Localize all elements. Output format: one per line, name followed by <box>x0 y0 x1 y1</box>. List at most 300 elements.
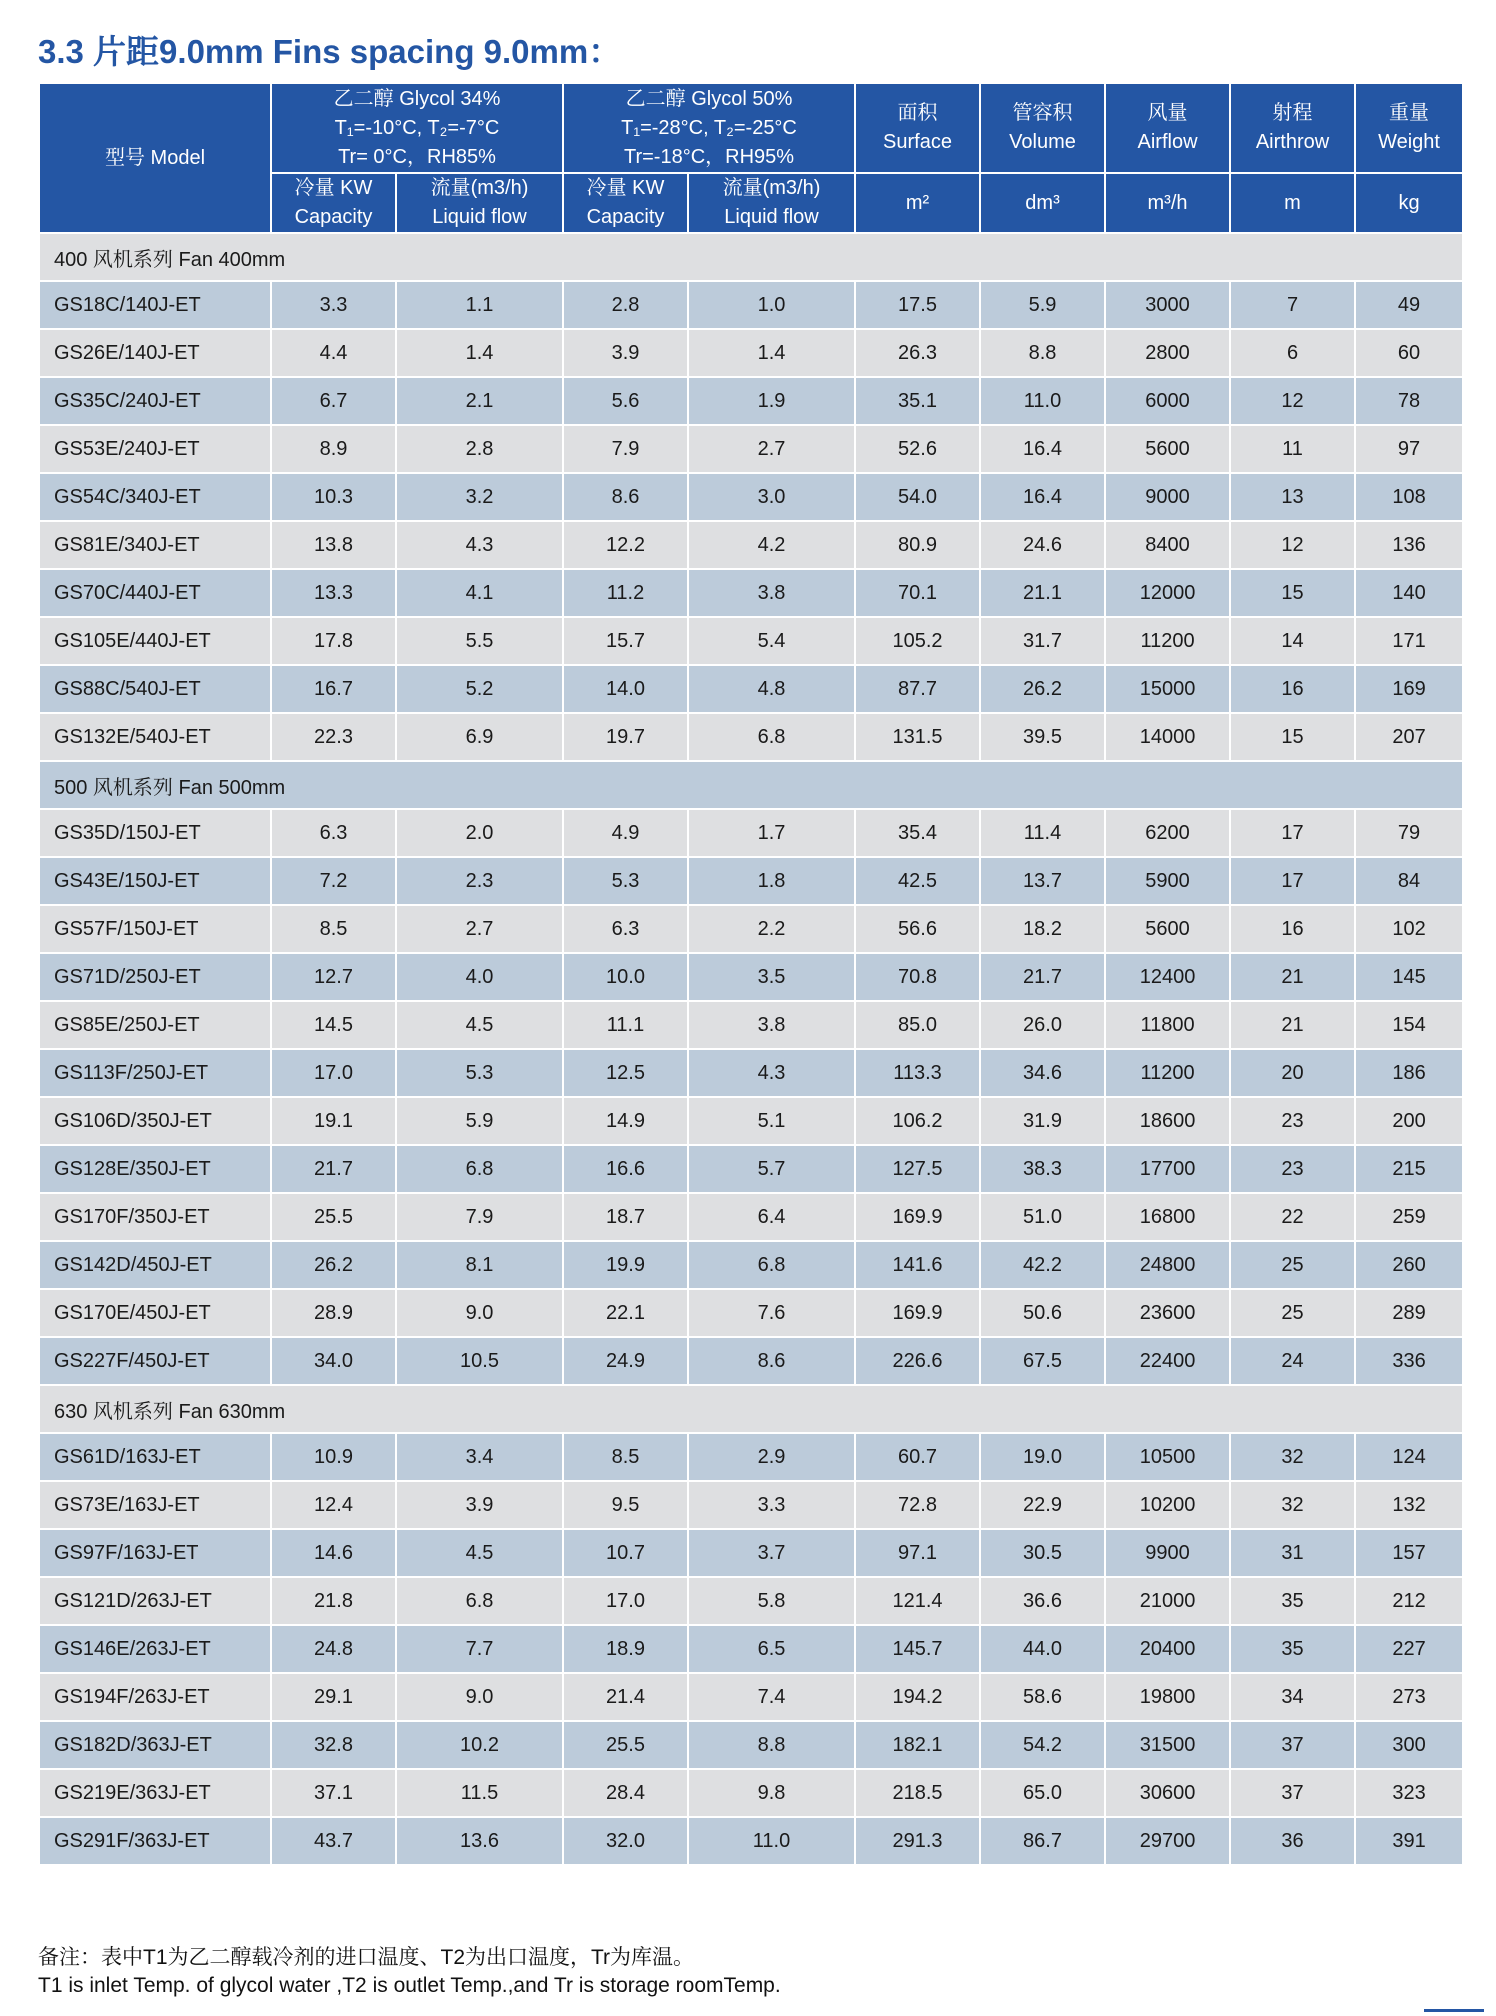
value-cell: 5.5 <box>396 617 563 665</box>
value-cell: 140 <box>1355 569 1463 617</box>
value-cell: 300 <box>1355 1721 1463 1769</box>
value-cell: 5.1 <box>688 1097 855 1145</box>
value-cell: 260 <box>1355 1241 1463 1289</box>
value-cell: 6.8 <box>396 1145 563 1193</box>
value-cell: 12 <box>1230 521 1355 569</box>
model-cell: GS106D/350J-ET <box>39 1097 271 1145</box>
footnote-cn: 备注：表中T1为乙二醇载冷剂的进口温度、T2为出口温度，Tr为库温。 <box>38 1946 695 1969</box>
model-cell: GS105E/440J-ET <box>39 617 271 665</box>
table-row <box>39 1721 1463 1769</box>
value-cell: 84 <box>1355 857 1463 905</box>
table-row <box>39 665 1463 713</box>
model-cell: GS43E/150J-ET <box>39 857 271 905</box>
model-cell: GS18C/140J-ET <box>39 281 271 329</box>
value-cell: 12400 <box>1105 953 1230 1001</box>
section-row <box>39 761 1463 809</box>
value-cell: 21 <box>1230 1001 1355 1049</box>
table-row <box>39 281 1463 329</box>
value-cell: 3.3 <box>271 281 396 329</box>
value-cell: 6.3 <box>563 905 688 953</box>
value-cell: 21000 <box>1105 1577 1230 1625</box>
value-cell: 17.5 <box>855 281 980 329</box>
value-cell: 323 <box>1355 1769 1463 1817</box>
value-cell: 36 <box>1230 1817 1355 1865</box>
value-cell: 13.7 <box>980 857 1105 905</box>
value-cell: 13 <box>1230 473 1355 521</box>
table-row <box>39 1529 1463 1577</box>
value-cell: 58.6 <box>980 1673 1105 1721</box>
value-cell: 10500 <box>1105 1433 1230 1481</box>
value-cell: 14.0 <box>563 665 688 713</box>
value-cell: 15000 <box>1105 665 1230 713</box>
value-cell: 6.9 <box>396 713 563 761</box>
header-weight <box>1355 83 1463 173</box>
airthrow-en: Airthrow <box>1255 131 1330 153</box>
value-cell: 3.4 <box>396 1433 563 1481</box>
model-cell: GS57F/150J-ET <box>39 905 271 953</box>
value-cell: 13.8 <box>271 521 396 569</box>
value-cell: 21.7 <box>980 953 1105 1001</box>
value-cell: 32 <box>1230 1481 1355 1529</box>
spec-table-container <box>38 82 1462 1866</box>
airthrow-cn: 射程 <box>1272 102 1313 124</box>
model-cell: GS182D/363J-ET <box>39 1721 271 1769</box>
glycol34-temps: T₁=-10°C, T₂=-7°C <box>334 116 500 139</box>
spec-table <box>38 82 1464 1866</box>
value-cell: 4.5 <box>396 1529 563 1577</box>
header-liquid-34 <box>396 173 563 233</box>
value-cell: 106.2 <box>855 1097 980 1145</box>
weight-en: Weight <box>1378 131 1440 153</box>
capacity-en: Capacity <box>586 206 665 228</box>
value-cell: 105.2 <box>855 617 980 665</box>
value-cell: 171 <box>1355 617 1463 665</box>
model-cell: GS142D/450J-ET <box>39 1241 271 1289</box>
model-cell: GS170E/450J-ET <box>39 1289 271 1337</box>
value-cell: 10.3 <box>271 473 396 521</box>
value-cell: 22400 <box>1105 1337 1230 1385</box>
value-cell: 52.6 <box>855 425 980 473</box>
value-cell: 32 <box>1230 1433 1355 1481</box>
value-cell: 32.0 <box>563 1817 688 1865</box>
table-row <box>39 377 1463 425</box>
value-cell: 2.0 <box>396 809 563 857</box>
value-cell: 32.8 <box>271 1721 396 1769</box>
table-row <box>39 473 1463 521</box>
footnote <box>38 1944 781 2000</box>
header-liquid-50 <box>688 173 855 233</box>
value-cell: 31.9 <box>980 1097 1105 1145</box>
value-cell: 3.5 <box>688 953 855 1001</box>
value-cell: 2.3 <box>396 857 563 905</box>
value-cell: 60.7 <box>855 1433 980 1481</box>
value-cell: 8.5 <box>271 905 396 953</box>
value-cell: 21.7 <box>271 1145 396 1193</box>
value-cell: 65.0 <box>980 1769 1105 1817</box>
weight-cn: 重量 <box>1389 102 1430 124</box>
value-cell: 10200 <box>1105 1481 1230 1529</box>
value-cell: 19.1 <box>271 1097 396 1145</box>
value-cell: 16.4 <box>980 473 1105 521</box>
model-cell: GS146E/263J-ET <box>39 1625 271 1673</box>
value-cell: 145 <box>1355 953 1463 1001</box>
value-cell: 29700 <box>1105 1817 1230 1865</box>
value-cell: 34.6 <box>980 1049 1105 1097</box>
table-row <box>39 1097 1463 1145</box>
value-cell: 9.0 <box>396 1289 563 1337</box>
value-cell: 24.9 <box>563 1337 688 1385</box>
value-cell: 207 <box>1355 713 1463 761</box>
value-cell: 7.4 <box>688 1673 855 1721</box>
model-cell: GS291F/363J-ET <box>39 1817 271 1865</box>
value-cell: 11.4 <box>980 809 1105 857</box>
value-cell: 259 <box>1355 1193 1463 1241</box>
value-cell: 12.2 <box>563 521 688 569</box>
value-cell: 7.9 <box>396 1193 563 1241</box>
value-cell: 43.7 <box>271 1817 396 1865</box>
value-cell: 102 <box>1355 905 1463 953</box>
value-cell: 11800 <box>1105 1001 1230 1049</box>
value-cell: 4.0 <box>396 953 563 1001</box>
value-cell: 169.9 <box>855 1289 980 1337</box>
value-cell: 10.2 <box>396 1721 563 1769</box>
value-cell: 78 <box>1355 377 1463 425</box>
value-cell: 4.3 <box>396 521 563 569</box>
section-row <box>39 1385 1463 1433</box>
value-cell: 108 <box>1355 473 1463 521</box>
value-cell: 42.2 <box>980 1241 1105 1289</box>
value-cell: 9.0 <box>396 1673 563 1721</box>
table-row <box>39 1481 1463 1529</box>
value-cell: 218.5 <box>855 1769 980 1817</box>
value-cell: 24.6 <box>980 521 1105 569</box>
value-cell: 19800 <box>1105 1673 1230 1721</box>
table-row <box>39 1769 1463 1817</box>
section-label: 630 风机系列 Fan 630mm <box>39 1385 1463 1433</box>
value-cell: 6 <box>1230 329 1355 377</box>
value-cell: 215 <box>1355 1145 1463 1193</box>
value-cell: 21.4 <box>563 1673 688 1721</box>
value-cell: 34 <box>1230 1673 1355 1721</box>
value-cell: 11200 <box>1105 617 1230 665</box>
value-cell: 4.2 <box>688 521 855 569</box>
value-cell: 21.1 <box>980 569 1105 617</box>
value-cell: 3.3 <box>688 1481 855 1529</box>
value-cell: 72.8 <box>855 1481 980 1529</box>
value-cell: 12.5 <box>563 1049 688 1097</box>
value-cell: 1.9 <box>688 377 855 425</box>
value-cell: 4.4 <box>271 329 396 377</box>
table-row <box>39 1433 1463 1481</box>
value-cell: 186 <box>1355 1049 1463 1097</box>
value-cell: 25 <box>1230 1289 1355 1337</box>
value-cell: 16.7 <box>271 665 396 713</box>
value-cell: 67.5 <box>980 1337 1105 1385</box>
value-cell: 9.5 <box>563 1481 688 1529</box>
header-capacity-34 <box>271 173 396 233</box>
volume-en: Volume <box>1009 131 1076 153</box>
value-cell: 145.7 <box>855 1625 980 1673</box>
model-cell: GS121D/263J-ET <box>39 1577 271 1625</box>
unit-weight: kg <box>1355 173 1463 233</box>
surface-cn: 面积 <box>897 102 938 124</box>
value-cell: 6.4 <box>688 1193 855 1241</box>
value-cell: 6.8 <box>688 713 855 761</box>
liquid-en: Liquid flow <box>724 206 819 228</box>
value-cell: 17700 <box>1105 1145 1230 1193</box>
value-cell: 14000 <box>1105 713 1230 761</box>
header-volume <box>980 83 1105 173</box>
value-cell: 20 <box>1230 1049 1355 1097</box>
value-cell: 20400 <box>1105 1625 1230 1673</box>
surface-en: Surface <box>883 131 952 153</box>
value-cell: 28.9 <box>271 1289 396 1337</box>
header-glycol-34 <box>271 83 563 173</box>
value-cell: 12.4 <box>271 1481 396 1529</box>
value-cell: 1.1 <box>396 281 563 329</box>
value-cell: 13.3 <box>271 569 396 617</box>
value-cell: 6000 <box>1105 377 1230 425</box>
section-label: 400 风机系列 Fan 400mm <box>39 233 1463 281</box>
value-cell: 11.5 <box>396 1769 563 1817</box>
value-cell: 19.7 <box>563 713 688 761</box>
unit-volume: dm³ <box>980 173 1105 233</box>
value-cell: 7.7 <box>396 1625 563 1673</box>
value-cell: 28.4 <box>563 1769 688 1817</box>
value-cell: 8.5 <box>563 1433 688 1481</box>
value-cell: 70.1 <box>855 569 980 617</box>
value-cell: 6.5 <box>688 1625 855 1673</box>
table-header <box>39 83 1463 233</box>
value-cell: 273 <box>1355 1673 1463 1721</box>
model-cell: GS85E/250J-ET <box>39 1001 271 1049</box>
value-cell: 3.9 <box>396 1481 563 1529</box>
value-cell: 18.2 <box>980 905 1105 953</box>
value-cell: 49 <box>1355 281 1463 329</box>
table-row <box>39 521 1463 569</box>
value-cell: 80.9 <box>855 521 980 569</box>
value-cell: 6.8 <box>396 1577 563 1625</box>
unit-airflow: m³/h <box>1105 173 1230 233</box>
value-cell: 23 <box>1230 1097 1355 1145</box>
value-cell: 37.1 <box>271 1769 396 1817</box>
value-cell: 35.4 <box>855 809 980 857</box>
glycol34-line1: 乙二醇 Glycol 34% <box>333 87 501 110</box>
section-label: 500 风机系列 Fan 500mm <box>39 761 1463 809</box>
value-cell: 5.2 <box>396 665 563 713</box>
value-cell: 1.4 <box>396 329 563 377</box>
value-cell: 16.4 <box>980 425 1105 473</box>
table-row <box>39 1337 1463 1385</box>
value-cell: 30600 <box>1105 1769 1230 1817</box>
value-cell: 8.6 <box>563 473 688 521</box>
value-cell: 141.6 <box>855 1241 980 1289</box>
model-cell: GS26E/140J-ET <box>39 329 271 377</box>
value-cell: 7.2 <box>271 857 396 905</box>
value-cell: 289 <box>1355 1289 1463 1337</box>
unit-airthrow: m <box>1230 173 1355 233</box>
value-cell: 26.3 <box>855 329 980 377</box>
value-cell: 8.1 <box>396 1241 563 1289</box>
value-cell: 124 <box>1355 1433 1463 1481</box>
model-cell: GS35C/240J-ET <box>39 377 271 425</box>
value-cell: 87.7 <box>855 665 980 713</box>
value-cell: 3.9 <box>563 329 688 377</box>
model-cell: GS128E/350J-ET <box>39 1145 271 1193</box>
value-cell: 17 <box>1230 857 1355 905</box>
value-cell: 85.0 <box>855 1001 980 1049</box>
value-cell: 11.1 <box>563 1001 688 1049</box>
liquid-cn: 流量(m3/h) <box>722 177 821 199</box>
value-cell: 2.7 <box>396 905 563 953</box>
value-cell: 19.9 <box>563 1241 688 1289</box>
value-cell: 132 <box>1355 1481 1463 1529</box>
value-cell: 5600 <box>1105 425 1230 473</box>
model-cell: GS97F/163J-ET <box>39 1529 271 1577</box>
value-cell: 60 <box>1355 329 1463 377</box>
value-cell: 15.7 <box>563 617 688 665</box>
value-cell: 1.4 <box>688 329 855 377</box>
value-cell: 14 <box>1230 617 1355 665</box>
value-cell: 12 <box>1230 377 1355 425</box>
table-row <box>39 425 1463 473</box>
value-cell: 15 <box>1230 713 1355 761</box>
value-cell: 24 <box>1230 1337 1355 1385</box>
header-airthrow <box>1230 83 1355 173</box>
table-body <box>39 233 1463 1865</box>
value-cell: 336 <box>1355 1337 1463 1385</box>
value-cell: 22.9 <box>980 1481 1105 1529</box>
page-title: 3.3 片距9.0mm Fins spacing 9.0mm： <box>38 33 622 70</box>
value-cell: 3.8 <box>688 1001 855 1049</box>
value-cell: 23600 <box>1105 1289 1230 1337</box>
value-cell: 154 <box>1355 1001 1463 1049</box>
value-cell: 25.5 <box>271 1193 396 1241</box>
table-row <box>39 329 1463 377</box>
table-row <box>39 569 1463 617</box>
value-cell: 2.8 <box>396 425 563 473</box>
value-cell: 35 <box>1230 1577 1355 1625</box>
value-cell: 22.3 <box>271 713 396 761</box>
header-glycol-50 <box>563 83 855 173</box>
table-row <box>39 1577 1463 1625</box>
value-cell: 9900 <box>1105 1529 1230 1577</box>
value-cell: 11.0 <box>980 377 1105 425</box>
value-cell: 5.4 <box>688 617 855 665</box>
value-cell: 2.9 <box>688 1433 855 1481</box>
liquid-cn: 流量(m3/h) <box>430 177 529 199</box>
value-cell: 17.0 <box>563 1577 688 1625</box>
model-cell: GS54C/340J-ET <box>39 473 271 521</box>
value-cell: 30.5 <box>980 1529 1105 1577</box>
table-row <box>39 1049 1463 1097</box>
value-cell: 169 <box>1355 665 1463 713</box>
value-cell: 44.0 <box>980 1625 1105 1673</box>
value-cell: 6.7 <box>271 377 396 425</box>
value-cell: 131.5 <box>855 713 980 761</box>
value-cell: 16 <box>1230 905 1355 953</box>
value-cell: 17 <box>1230 809 1355 857</box>
value-cell: 182.1 <box>855 1721 980 1769</box>
capacity-cn: 冷量 KW <box>586 177 665 199</box>
value-cell: 18.7 <box>563 1193 688 1241</box>
value-cell: 11.0 <box>688 1817 855 1865</box>
table-row <box>39 953 1463 1001</box>
value-cell: 37 <box>1230 1769 1355 1817</box>
value-cell: 12000 <box>1105 569 1230 617</box>
value-cell: 19.0 <box>980 1433 1105 1481</box>
model-cell: GS132E/540J-ET <box>39 713 271 761</box>
value-cell: 227 <box>1355 1625 1463 1673</box>
value-cell: 3.0 <box>688 473 855 521</box>
value-cell: 4.9 <box>563 809 688 857</box>
value-cell: 97.1 <box>855 1529 980 1577</box>
value-cell: 12.7 <box>271 953 396 1001</box>
value-cell: 200 <box>1355 1097 1463 1145</box>
model-cell: GS88C/540J-ET <box>39 665 271 713</box>
value-cell: 5.6 <box>563 377 688 425</box>
value-cell: 14.6 <box>271 1529 396 1577</box>
value-cell: 51.0 <box>980 1193 1105 1241</box>
model-cell: GS170F/350J-ET <box>39 1193 271 1241</box>
value-cell: 35 <box>1230 1625 1355 1673</box>
model-cell: GS227F/450J-ET <box>39 1337 271 1385</box>
value-cell: 2.1 <box>396 377 563 425</box>
value-cell: 4.5 <box>396 1001 563 1049</box>
value-cell: 50.6 <box>980 1289 1105 1337</box>
header-surface <box>855 83 980 173</box>
value-cell: 56.6 <box>855 905 980 953</box>
value-cell: 18600 <box>1105 1097 1230 1145</box>
value-cell: 7.6 <box>688 1289 855 1337</box>
model-cell: GS71D/250J-ET <box>39 953 271 1001</box>
value-cell: 42.5 <box>855 857 980 905</box>
value-cell: 39.5 <box>980 713 1105 761</box>
value-cell: 5600 <box>1105 905 1230 953</box>
value-cell: 15 <box>1230 569 1355 617</box>
unit-surface: m² <box>855 173 980 233</box>
value-cell: 5900 <box>1105 857 1230 905</box>
value-cell: 226.6 <box>855 1337 980 1385</box>
header-capacity-50 <box>563 173 688 233</box>
value-cell: 8.8 <box>688 1721 855 1769</box>
airflow-cn: 风量 <box>1147 102 1188 124</box>
value-cell: 54.0 <box>855 473 980 521</box>
table-row <box>39 1145 1463 1193</box>
value-cell: 2.7 <box>688 425 855 473</box>
value-cell: 31500 <box>1105 1721 1230 1769</box>
value-cell: 8.9 <box>271 425 396 473</box>
value-cell: 3.2 <box>396 473 563 521</box>
table-row <box>39 1673 1463 1721</box>
liquid-en: Liquid flow <box>432 206 527 228</box>
glycol50-line1: 乙二醇 Glycol 50% <box>625 87 793 110</box>
value-cell: 9.8 <box>688 1769 855 1817</box>
value-cell: 4.3 <box>688 1049 855 1097</box>
value-cell: 24.8 <box>271 1625 396 1673</box>
value-cell: 16.6 <box>563 1145 688 1193</box>
glycol50-temps: T₁=-28°C, T₂=-25°C <box>621 116 797 139</box>
value-cell: 86.7 <box>980 1817 1105 1865</box>
value-cell: 169.9 <box>855 1193 980 1241</box>
model-cell: GS61D/163J-ET <box>39 1433 271 1481</box>
value-cell: 36.6 <box>980 1577 1105 1625</box>
value-cell: 22.1 <box>563 1289 688 1337</box>
value-cell: 34.0 <box>271 1337 396 1385</box>
value-cell: 5.7 <box>688 1145 855 1193</box>
value-cell: 6.3 <box>271 809 396 857</box>
value-cell: 8.8 <box>980 329 1105 377</box>
